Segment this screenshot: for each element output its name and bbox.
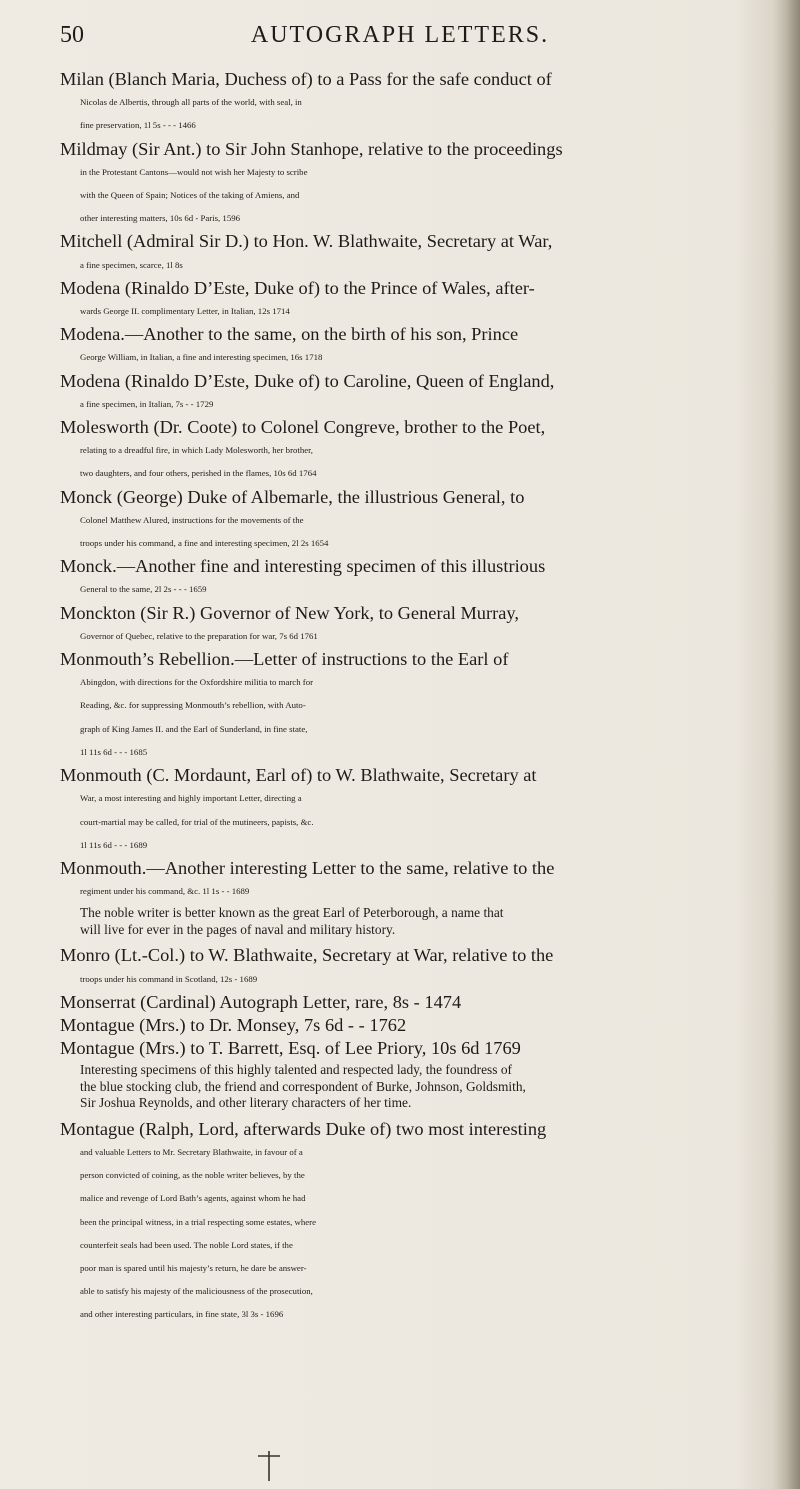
footnote-line: The noble writer is better known as the great Earl of Peterborough, a name that [80,905,504,921]
entry-heading-line: Montague (Mrs.) to Dr. Monsey, 7s 6d - - 1762 [60,1014,407,1035]
entry-line: a fine specimen, scarce, 1l 8s [80,259,183,270]
entry-line: able to satisfy his majesty of the maliciousness of the prosecution, [80,1286,313,1297]
entry-footnote [80,1062,754,1112]
entry-line: a fine specimen, in Italian, 7s - - 1729 [80,398,214,409]
entry-line: Colonel Matthew Alured, instructions for the movements of the [80,514,304,525]
catalogue-entry [60,1037,754,1060]
catalogue-entry [60,370,754,416]
footnote-line: the blue stocking club, the friend and correspondent of Burke, Johnson, Goldsmith, [80,1078,526,1094]
footnote-line: Interesting specimens of this highly talented and respected lady, the foundress of [80,1062,512,1078]
entry-heading-line: Monmouth (C. Mordaunt, Earl of) to W. Blathwaite, Secretary at [60,765,537,786]
entry-line: counterfeit seals had been used. The noble Lord states, if the [80,1239,293,1250]
footnote-line: Sir Joshua Reynolds, and other literary characters of her time. [80,1095,412,1111]
entry-line: 1l 11s 6d - - - 1689 [80,839,148,850]
entry-line: and valuable Letters to Mr. Secretary Blathwaite, in favour of a [80,1147,303,1158]
entry-line: War, a most interesting and highly important Letter, directing a [80,793,302,804]
entry-heading-line: Monck (George) Duke of Albemarle, the illustrious General, to [60,486,525,507]
entry-line: General to the same, 2l 2s - - - 1659 [80,584,207,595]
entry-line: two daughters, and four others, perished in the flames, 10s 6d 1764 [80,468,317,479]
entry-heading-line: Monserrat (Cardinal) Autograph Letter, rare, 8s - 1474 [60,991,462,1012]
entry-heading-line: Mildmay (Sir Ant.) to Sir John Stanhope, relative to the proceedings [60,138,563,159]
entry-heading-line: Modena (Rinaldo D’Este, Duke of) to Caroline, Queen of England, [60,370,555,391]
catalogue-entry [60,764,754,857]
catalogue-entry [60,555,754,601]
entry-heading-line: Modena.—Another to the same, on the birth of his son, Prince [60,324,519,345]
entry-line: person convicted of coining, as the noble writer believes, by the [80,1170,305,1181]
catalogue-entry [60,602,754,648]
catalogue-entries [60,68,754,1327]
entry-line: troops under his command in Scotland, 12s - 1689 [80,973,258,984]
catalogue-entry [60,416,754,486]
entry-line: in the Protestant Cantons—would not wish her Majesty to scribe [80,166,308,177]
catalogue-entry [60,944,754,990]
entry-heading-line: Montague (Ralph, Lord, afterwards Duke of) two most interesting [60,1118,547,1139]
entry-line: graph of King James II. and the Earl of Sunderland, in fine state, [80,723,308,734]
entry-line: other interesting matters, 10s 6d - Paris, 1596 [80,213,241,224]
entry-line: court-martial may be called, for trial of the mutineers, papists, &c. [80,816,314,827]
entry-line: been the principal witness, in a trial respecting some estates, where [80,1216,316,1227]
entry-line: Nicolas de Albertis, through all parts of the world, with seal, in [80,97,302,108]
page-number: 50 [60,22,84,48]
entry-line: with the Queen of Spain; Notices of the taking of Amiens, and [80,190,300,201]
entry-heading-line: Montague (Mrs.) to T. Barrett, Esq. of Lee Priory, 10s 6d 1769 [60,1038,521,1059]
page-header [60,22,740,52]
catalogue-entry [60,277,754,323]
entry-line: malice and revenge of Lord Bath’s agents, against whom he had [80,1193,306,1204]
footnote-line: will live for ever in the pages of naval and military history. [80,921,396,937]
entry-line: Reading, &c. for suppressing Monmouth’s rebellion, with Auto- [80,700,306,711]
entry-line: Governor of Quebec, relative to the preparation for war, 7s 6d 1761 [80,630,318,641]
running-head: AUTOGRAPH LETTERS. [250,22,550,48]
entry-heading-line: Modena (Rinaldo D’Este, Duke of) to the Prince of Wales, after- [60,277,535,298]
entry-footnote [80,905,754,938]
entry-line: fine preservation, 1l 5s - - - 1466 [80,120,196,131]
catalogue-entry [60,991,754,1014]
entry-line: relating to a dreadful fire, in which Lady Molesworth, her brother, [80,445,313,456]
catalogue-entry [60,68,754,138]
catalogue-entry [60,486,754,556]
catalogue-entry [60,648,754,764]
entry-line: and other interesting particulars, in fine state, 3l 3s - 1696 [80,1309,284,1320]
entry-line: 1l 11s 6d - - - 1685 [80,746,148,757]
cross-ornament-icon [254,1450,284,1482]
entry-line: regiment under his command, &c. 1l 1s - - 1689 [80,886,250,897]
entry-heading-line: Monro (Lt.-Col.) to W. Blathwaite, Secretary at War, relative to the [60,945,554,966]
catalogue-entry [60,138,754,231]
entry-heading-line: Mitchell (Admiral Sir D.) to Hon. W. Blathwaite, Secretary at War, [60,231,553,252]
page-edge-shadow [772,0,800,1489]
entry-heading-line: Milan (Blanch Maria, Duchess of) to a Pass for the safe conduct of [60,69,552,89]
entry-heading-line: Monckton (Sir R.) Governor of New York, to General Murray, [60,602,520,623]
entry-line: troops under his command, a fine and interesting specimen, 2l 2s 1654 [80,538,329,549]
entry-heading-line: Monck.—Another fine and interesting specimen of this illustrious [60,556,546,577]
entry-heading-line: Molesworth (Dr. Coote) to Colonel Congreve, brother to the Poet, [60,417,546,438]
catalogue-entry [60,230,754,276]
entry-heading-line: Monmouth’s Rebellion.—Letter of instructions to the Earl of [60,649,509,670]
entry-line: Abingdon, with directions for the Oxfordshire militia to march for [80,677,314,688]
entry-line: poor man is spared until his majesty’s return, he dare be answer- [80,1263,307,1274]
catalogue-entry [60,1118,754,1327]
catalogue-entry [60,857,754,903]
entry-line: George William, in Italian, a fine and interesting specimen, 16s 1718 [80,352,323,363]
entry-line: wards George II. complimentary Letter, in Italian, 12s 1714 [80,306,290,317]
catalogue-entry [60,1014,754,1037]
catalogue-entry [60,323,754,369]
entry-heading-line: Monmouth.—Another interesting Letter to the same, relative to the [60,857,555,878]
